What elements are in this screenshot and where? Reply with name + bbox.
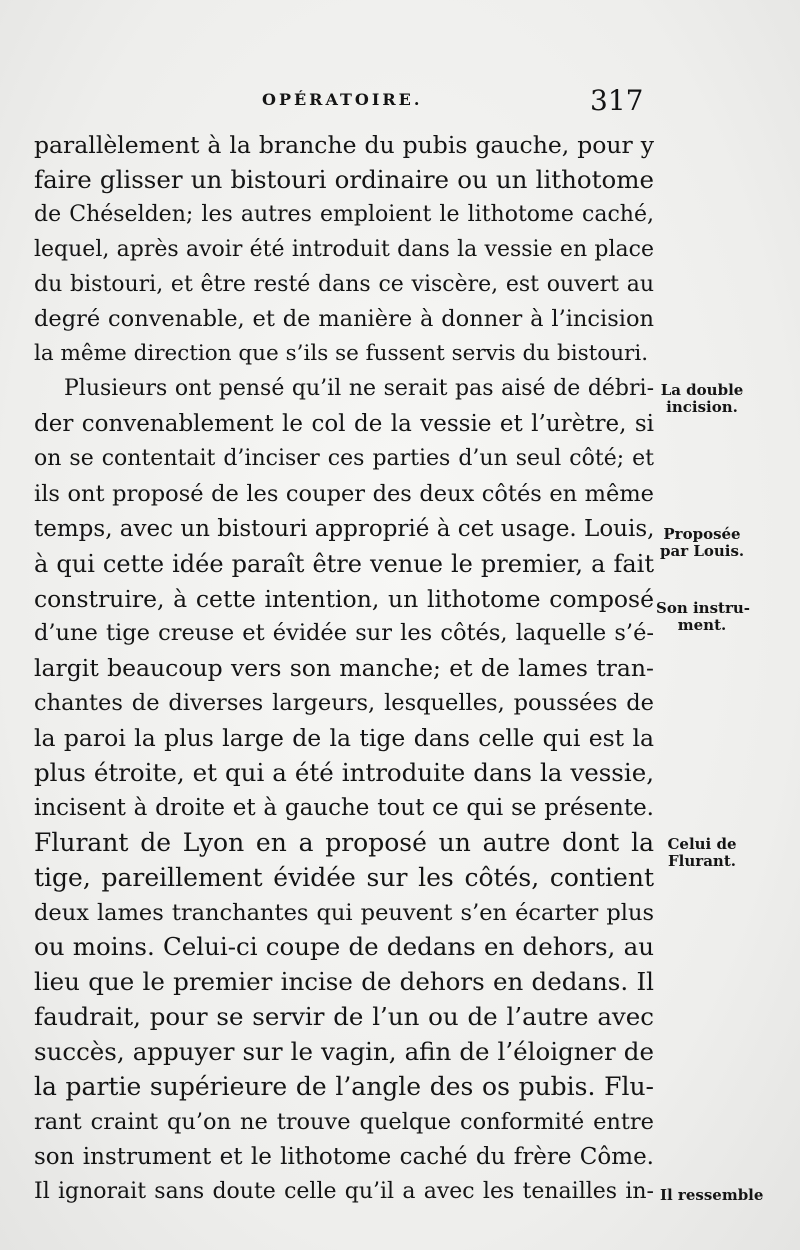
text-line: deux lames tranchantes qui peuvent s’en écarter plus — [34, 899, 654, 926]
margin-note-line: Flurant. — [668, 852, 736, 870]
text-line: ils ont proposé de les couper des deux côtés en même — [34, 480, 654, 507]
text-line: la partie supérieure de l’angle des os pubis. Flu- — [34, 1072, 654, 1102]
text-line: la paroi la plus large de la tige dans celle qui est la — [34, 724, 654, 753]
text-line: faire glisser un bistouri ordinaire ou un lithotome — [34, 164, 654, 194]
text-line: incisent à droite et à gauche tout ce qui se présente. — [34, 794, 654, 821]
text-line: degré convenable, et de manière à donner à l’incision — [34, 306, 654, 333]
text-line: la même direction que s’ils se fussent servis du bistouri. — [34, 341, 649, 367]
text-line: lequel, après avoir été introduit dans la vessie en place — [34, 236, 654, 262]
margin-note-line: Il ressemble — [660, 1186, 764, 1204]
text-line: succès, appuyer sur le vagin, afin de l’éloigner de — [34, 1037, 654, 1067]
page-number: 317 — [590, 84, 644, 117]
text-line: à qui cette idée paraît être venue le premier, a fait — [34, 549, 654, 578]
margin-note — [660, 836, 744, 870]
text-line: lieu que le premier incise de dehors en dedans. Il — [34, 967, 654, 997]
text-line: Flurant de Lyon en a proposé un autre dont la — [34, 827, 654, 857]
margin-note-line: La double — [660, 381, 744, 399]
margin-note-line: Son instru- — [656, 599, 750, 617]
text-line: construire, à cette intention, un lithotome composé — [34, 584, 654, 613]
text-line: Plusieurs ont pensé qu’il ne serait pas aisé de débri- — [64, 376, 654, 402]
text-line: largit beaucoup vers son manche; et de lames tran- — [34, 654, 654, 683]
text-line: de Chéselden; les autres emploient le lithotome caché, — [34, 201, 654, 227]
running-head: OPÉRATOIRE. — [262, 90, 423, 109]
text-line: d’une tige creuse et évidée sur les côtés, laquelle s’é- — [34, 620, 654, 647]
text-line: son instrument et le lithotome caché du frère Côme. — [34, 1143, 654, 1170]
margin-note — [660, 382, 744, 416]
text-line: ou moins. Celui-ci coupe de dedans en dehors, au — [34, 932, 654, 962]
text-line: on se contentait d’inciser ces parties d’un seul côté; et — [34, 446, 654, 472]
text-line: parallèlement à la branche du pubis gauche, pour y — [34, 131, 654, 159]
margin-note — [660, 526, 744, 560]
margin-note-line: Celui de — [667, 835, 737, 853]
margin-note — [656, 600, 748, 634]
margin-note-line: ment. — [677, 616, 727, 634]
text-line: rant craint qu’on ne trouve quelque conformité entre — [34, 1108, 654, 1135]
text-line: du bistouri, et être resté dans ce viscère, est ouvert au — [34, 271, 654, 297]
text-line: plus étroite, et qui a été introduite dans la vessie, — [34, 758, 654, 788]
text-line: der convenablement le col de la vessie et l’urètre, si — [34, 411, 654, 438]
margin-note — [660, 1187, 770, 1204]
text-line: faudrait, pour se servir de l’un ou de l’autre avec — [34, 1002, 654, 1032]
margin-note-line: incision. — [666, 398, 738, 416]
text-line: temps, avec un bistouri approprié à cet usage. Louis, — [34, 515, 655, 542]
margin-note-line: par Louis. — [660, 542, 745, 560]
text-line: Il ignorait sans doute celle qu’il a avec les tenailles in- — [34, 1178, 654, 1204]
text-line: chantes de diverses largeurs, lesquelles, poussées de — [34, 690, 654, 717]
text-line: tige, pareillement évidée sur les côtés, contient — [34, 862, 654, 892]
margin-note-line: Proposée — [663, 525, 741, 543]
